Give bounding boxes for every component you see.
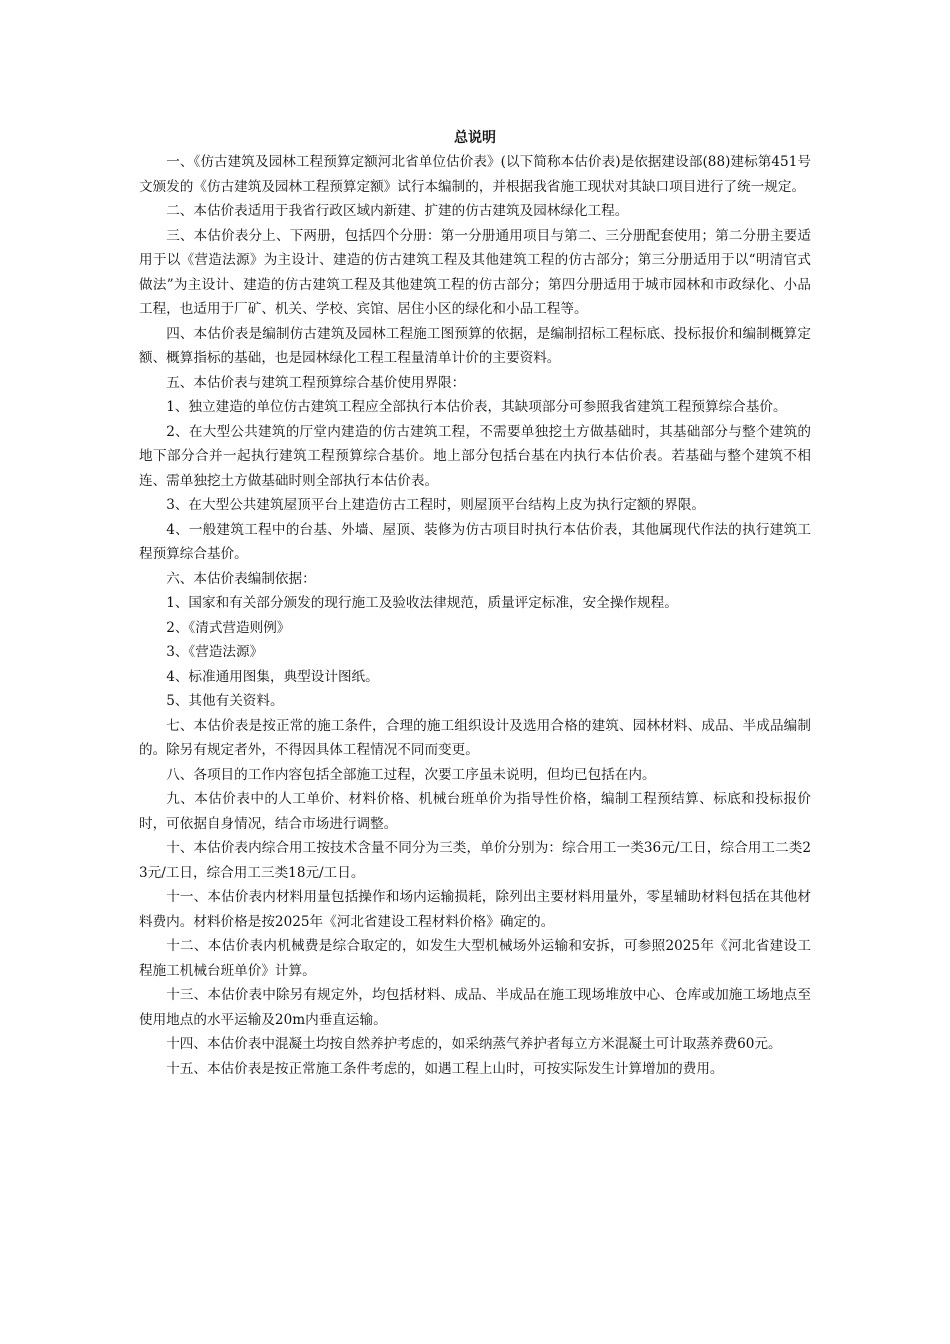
paragraph-5-item-1: 1、独立建造的单位仿古建筑工程应全部执行本估价表，其缺项部分可参照我省建筑工程预算综合基价。 [166,399,787,415]
paragraph-6: 六、本估价表编制依据： [166,570,316,587]
paragraph-5-item-4: 4、一般建筑工程中的台基、外墙、屋顶、装修为仿古项目时执行本估价表，其他属现代作法的执行建筑工程预算综合基价。 [139,521,811,562]
paragraph-11: 十一、本估价表内材料用量包括操作和场内运输损耗，除列出主要材料用量外，零星辅助材料包括在其他材料费内。材料价格是按2025年《河北省建设工程材料价格》确定的。 [139,889,811,930]
paragraph-9: 九、本估价表中的人工单价、材料价格、机械台班单价为指导性价格，编制工程预结算、标底和投标报价时，可依据自身情况，结合市场进行调整。 [139,791,811,832]
paragraph-15: 十五、本估价表是按正常施工条件考虑的，如遇工程上山时，可按实际发生计算增加的费用。 [166,1060,724,1077]
paragraph-14: 十四、本估价表中混凝土均按自然养护考虑的，如采纳蒸气养护者每立方米混凝土可计取蒸养费60元。 [166,1036,782,1052]
document-page [139,126,811,1081]
paragraph-6-item-2: 2、《清式营造则例》 [166,619,291,636]
paragraph-5-item-2: 2、在大型公共建筑的厅堂内建造的仿古建筑工程，不需要单独挖土方做基础时，其基础部分与整个建筑的地下部分合并一起执行建筑工程预算综合基价。地上部分包括台基在内执行本估价表。若基础与整个建筑不相连、需单独挖土方做基础时则全部执行本估价表。 [139,423,811,489]
paragraph-6-item-5: 5、其他有关资料。 [166,693,284,709]
paragraph-6-item-3: 3、《营造法源》 [166,644,264,660]
paragraph-5-item-3: 3、在大型公共建筑屋顶平台上建造仿古工程时，则屋顶平台结构上皮为执行定额的界限。 [166,497,705,513]
paragraph-7: 七、本估价表是按正常的施工条件，合理的施工组织设计及选用合格的建筑、园林材料、成品、半成品编制的。除另有规定者外，不得因具体工程情况不同而变更。 [139,717,811,758]
paragraph-12: 十二、本估价表内机械费是综合取定的，如发生大型机械场外运输和安拆，可参照2025年《河北省建设工程施工机械台班单价》计算。 [139,938,811,979]
document-title: 总说明 [454,130,496,146]
paragraph-6-item-4: 4、标准通用图集，典型设计图纸。 [166,668,379,685]
paragraph-2: 二、本估价表适用于我省行政区域内新建、扩建的仿古建筑及园林绿化工程。 [166,203,629,219]
paragraph-1: 一、《仿古建筑及园林工程预算定额河北省单位估价表》(以下简称本估价表)是依据建设部(88)建标第451号文颁发的《仿古建筑及园林工程预算定额》试行本编制的，并根据我省施工现状对其缺口项目进行了统一规定。 [139,154,811,195]
paragraph-4: 四、本估价表是编制仿古建筑及园林工程施工图预算的依据，是编制招标工程标底、投标报价和编制概算定额、概算指标的基础，也是园林绿化工程工程量清单计价的主要资料。 [139,325,811,366]
paragraph-3: 三、本估价表分上、下两册，包括四个分册：第一分册通用项目与第二、三分册配套使用；第二分册主要适用于以《营造法源》为主设计、建造的仿古建筑工程及其他建筑工程的仿古部分；第三分册适用于以“明清官式做法”为主设计、建造的仿古建筑工程及其他建筑工程的仿古部分；第四分册适用于城市园林和市政绿化、小品工程，也适用于厂矿、机关、学校、宾馆、居住小区的绿化和小品工程等。 [139,227,811,317]
paragraph-10: 十、本估价表内综合用工按技术含量不同分为三类，单价分别为：综合用工一类36元/工日，综合用工二类23元/工日，综合用工三类18元/工日。 [139,840,811,881]
paragraph-8: 八、各项目的工作内容包括全部施工过程，次要工序虽未说明，但均已包括在内。 [166,766,656,783]
paragraph-13: 十三、本估价表中除另有规定外，均包括材料、成品、半成品在施工现场堆放中心、仓库或加施工场地点至使用地点的水平运输及20m内垂直运输。 [139,987,811,1028]
paragraph-6-item-1: 1、国家和有关部分颁发的现行施工及验收法律规范，质量评定标准，安全操作规程。 [166,595,678,611]
paragraph-5: 五、本估价表与建筑工程预算综合基价使用界限： [166,374,466,391]
